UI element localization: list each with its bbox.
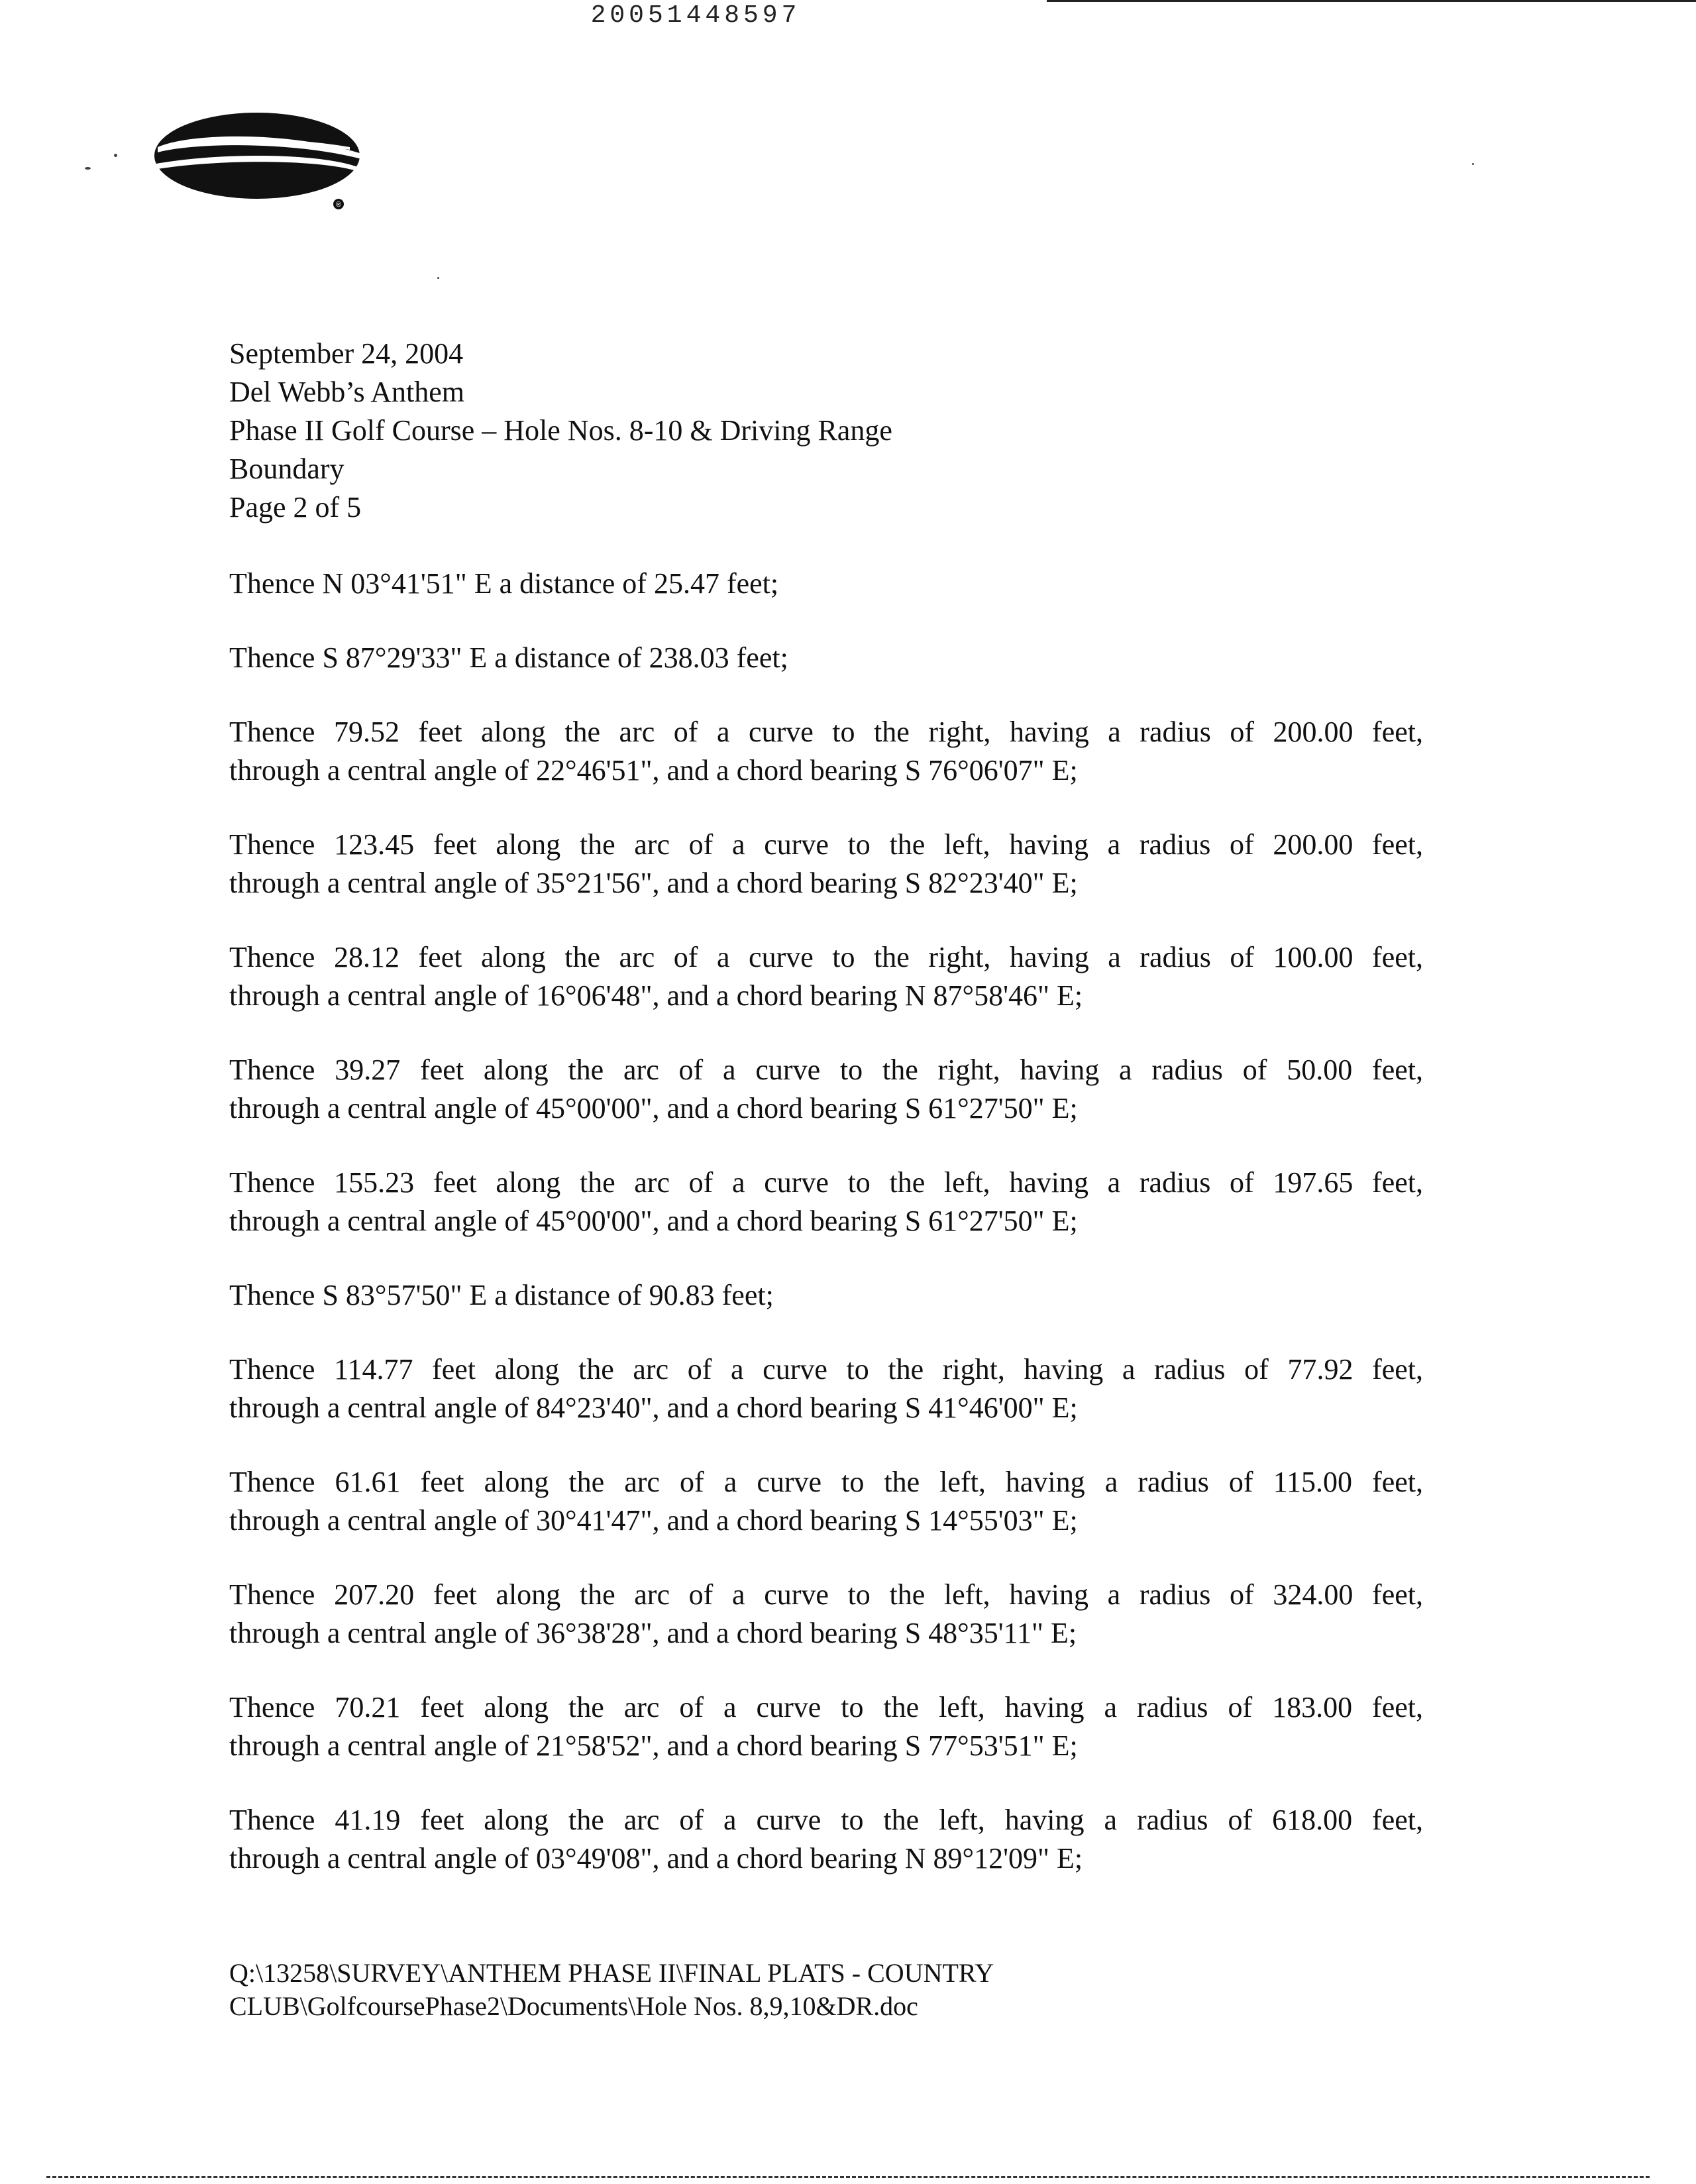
course-paragraph	[229, 1276, 1423, 1315]
course-paragraph	[229, 639, 1423, 677]
scan-speck	[437, 277, 439, 279]
paragraph-line: Thence 70.21 feet along the arc of a curve to the left, having a radius of 183.00 feet,	[229, 1691, 1423, 1723]
paragraph-line: through a central angle of 21°58'52", and a chord bearing S 77°53'51" E;	[229, 1729, 1078, 1762]
paragraph-line: through a central angle of 30°41'47", and a chord bearing S 14°55'03" E;	[229, 1504, 1078, 1537]
course-paragraph	[229, 565, 1423, 603]
scan-speck	[85, 167, 91, 170]
header-subject: Boundary	[229, 453, 344, 485]
header-page: Page 2 of 5	[229, 491, 362, 523]
file-path-footer	[229, 1957, 994, 2023]
bottom-rule	[46, 2176, 1650, 2178]
course-paragraph	[229, 1051, 1423, 1128]
course-paragraph	[229, 1576, 1423, 1653]
paragraph-line: Thence 79.52 feet along the arc of a curve to the right, having a radius of 200.00 feet,	[229, 716, 1423, 748]
paragraph-line: Thence S 87°29'33" E a distance of 238.03 feet;	[229, 641, 788, 674]
header-project: Del Webb’s Anthem	[229, 376, 464, 408]
scan-speck	[1472, 163, 1474, 165]
letter-header	[229, 335, 892, 527]
paragraph-line: through a central angle of 22°46'51", and a chord bearing S 76°06'07" E;	[229, 754, 1078, 787]
boundary-description	[229, 565, 1423, 1914]
footer-path-line: Q:\13258\SURVEY\ANTHEM PHASE II\FINAL PLATS - COUNTRY	[229, 1958, 994, 1988]
paragraph-line: through a central angle of 45°00'00", and a chord bearing S 61°27'50" E;	[229, 1092, 1078, 1124]
paragraph-line: Thence 207.20 feet along the arc of a curve to the left, having a radius of 324.00 feet,	[229, 1578, 1423, 1611]
paragraph-line: through a central angle of 35°21'56", and a chord bearing S 82°23'40" E;	[229, 867, 1078, 899]
paragraph-line: Thence N 03°41'51" E a distance of 25.47 feet;	[229, 567, 779, 600]
course-paragraph	[229, 1463, 1423, 1540]
paragraph-line: Thence 155.23 feet along the arc of a curve to the left, having a radius of 197.65 feet,	[229, 1166, 1423, 1199]
header-date: September 24, 2004	[229, 337, 464, 370]
course-paragraph	[229, 938, 1423, 1015]
paragraph-line: through a central angle of 03°49'08", and a chord bearing N 89°12'09" E;	[229, 1842, 1083, 1875]
paragraph-line: Thence 39.27 feet along the arc of a curve to the right, having a radius of 50.00 feet,	[229, 1054, 1423, 1086]
course-paragraph	[229, 1164, 1423, 1240]
paragraph-line: Thence 123.45 feet along the arc of a curve to the left, having a radius of 200.00 feet,	[229, 828, 1423, 861]
paragraph-line: through a central angle of 45°00'00", and a chord bearing S 61°27'50" E;	[229, 1205, 1078, 1237]
company-s-logo-icon	[151, 106, 363, 212]
paragraph-line: Thence 114.77 feet along the arc of a curve to the right, having a radius of 77.92 feet,	[229, 1353, 1423, 1386]
footer-path-line: CLUB\GolfcoursePhase2\Documents\Hole Nos. 8,9,10&DR.doc	[229, 1991, 918, 2021]
paragraph-line: through a central angle of 36°38'28", and a chord bearing S 48°35'11" E;	[229, 1617, 1077, 1649]
course-paragraph	[229, 713, 1423, 790]
paragraph-line: Thence 41.19 feet along the arc of a curve to the left, having a radius of 618.00 feet,	[229, 1804, 1423, 1836]
paragraph-line: through a central angle of 16°06'48", and a chord bearing N 87°58'46" E;	[229, 979, 1083, 1012]
top-rule	[1047, 0, 1696, 2]
paragraph-line: through a central angle of 84°23'40", and a chord bearing S 41°46'00" E;	[229, 1392, 1078, 1424]
course-paragraph	[229, 1688, 1423, 1765]
registered-mark: ®	[335, 201, 342, 209]
course-paragraph	[229, 1801, 1423, 1878]
course-paragraph	[229, 826, 1423, 902]
paragraph-line: Thence S 83°57'50" E a distance of 90.83 feet;	[229, 1279, 774, 1311]
paragraph-line: Thence 61.61 feet along the arc of a curve to the left, having a radius of 115.00 feet,	[229, 1466, 1423, 1498]
course-paragraph	[229, 1350, 1423, 1427]
scan-speck	[114, 154, 117, 157]
document-number: 20051448597	[590, 1, 801, 30]
paragraph-line: Thence 28.12 feet along the arc of a curve to the right, having a radius of 100.00 feet,	[229, 941, 1423, 973]
header-course: Phase II Golf Course – Hole Nos. 8-10 & Driving Range	[229, 414, 892, 447]
